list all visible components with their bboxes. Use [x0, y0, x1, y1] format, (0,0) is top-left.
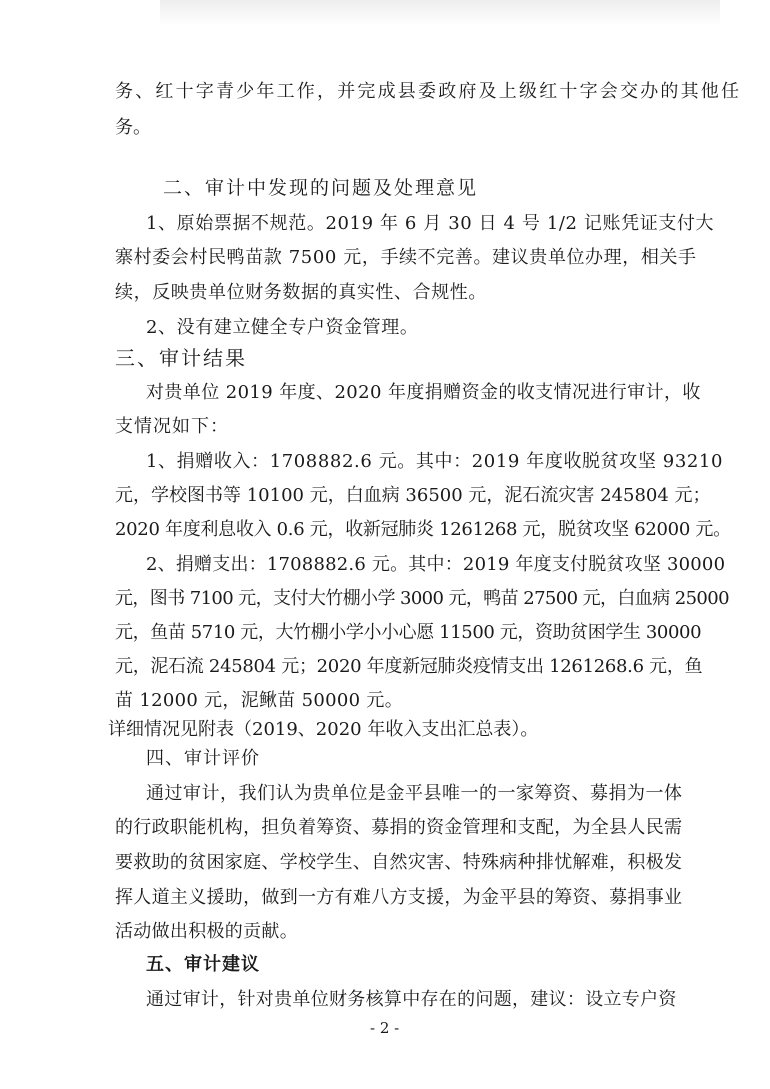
evaluation-line: 要救助的贫困家庭、学校学生、自然灾害、特殊病种排忧解难，积极发: [115, 852, 683, 873]
problem-1-line: 寨村委会村民鸭苗款 7500 元，手续不完善。建议贵单位办理，相关手: [115, 247, 697, 268]
section-heading-suggestions: 五、审计建议: [146, 954, 260, 975]
donation-income-line: 2020 年度利息收入 0.6 元，收新冠肺炎 1261268 元，脱贫攻坚 62000 元。: [115, 519, 731, 540]
duties-text-line: 务、红十字青少年工作，并完成县委政府及上级红十字会交办的其他任: [115, 81, 742, 102]
results-intro-line: 对贵单位 2019 年度、2020 年度捐赠资金的收支情况进行审计，收: [146, 382, 701, 403]
section-heading-results: 三、审计结果: [115, 346, 247, 370]
problem-1-line: 续，反映贵单位财务数据的真实性、合规性。: [115, 282, 487, 303]
donation-expense-line: 元，图书 7100 元，支付大竹棚小学 3000 元，鸭苗 27500 元，白血病 25000: [115, 588, 729, 609]
evaluation-line: 的行政职能机构，担负着筹资、募捐的资金管理和支配，为全县人民需: [115, 817, 683, 838]
section-heading-evaluation: 四、审计评价: [146, 748, 260, 769]
suggestion-line: 通过审计，针对贵单位财务核算中存在的问题，建议：设立专户资: [146, 989, 677, 1010]
donation-income-line: 元，学校图书等 10100 元，白血病 36500 元，泥石流灾害 245804 元；: [115, 485, 711, 506]
problem-2-line: 2、没有建立健全专户资金管理。: [146, 317, 419, 338]
donation-expense-line: 元，鱼苗 5710 元，大竹棚小学小小心愿 11500 元，资助贫困学生 30000: [115, 622, 702, 643]
donation-expense-line: 2、捐赠支出：1708882.6 元。其中：2019 年度支付脱贫攻坚 30000: [146, 554, 726, 575]
evaluation-line: 活动做出积极的贡献。: [115, 921, 298, 942]
duties-text-line: 务。: [115, 117, 151, 138]
scan-shadow: [160, 0, 720, 26]
donation-expense-line: 元，泥石流 245804 元；2020 年度新冠肺炎疫情支出 1261268.6 元，鱼: [115, 656, 703, 677]
section-heading-problems: 二、审计中发现的问题及处理意见: [163, 177, 479, 199]
evaluation-line: 通过审计，我们认为贵单位是金平县唯一的一家筹资、募捐为一体: [146, 783, 683, 804]
problem-1-line: 1、原始票据不规范。2019 年 6 月 30 日 4 号 1/2 记账凭证支付大: [146, 213, 715, 234]
appendix-note: 详细情况见附表（2019、2020 年收入支出汇总表）。: [108, 719, 539, 740]
donation-income-line: 1、捐赠收入：1708882.6 元。其中：2019 年度收脱贫攻坚 93210: [146, 451, 724, 472]
evaluation-line: 挥人道主义援助，做到一方有难八方支援，为金平县的筹资、募捐事业: [115, 887, 683, 908]
page-number: - 2 -: [370, 1019, 400, 1037]
results-intro-line: 支情况如下：: [115, 416, 229, 437]
donation-expense-line: 苗 12000 元，泥鳅苗 50000 元。: [115, 690, 404, 711]
